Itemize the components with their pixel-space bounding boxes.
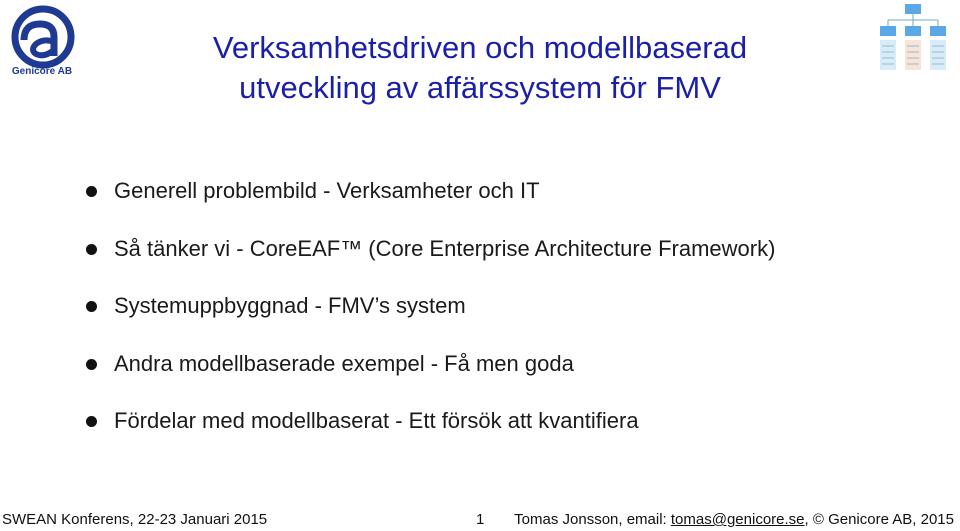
logo-company-name: Genicore AB (11, 66, 73, 77)
email-link[interactable]: tomas@genicore.se (670, 511, 805, 528)
bullet-item: Så tänker vi - CoreEAF™ (Core Enterprise Architecture Framework) (86, 231, 775, 289)
slide-title (130, 28, 830, 108)
bullet-list (86, 173, 775, 461)
footer-copyright: , © Genicore AB, 2015 (804, 511, 954, 528)
genicore-logo-icon (10, 4, 76, 70)
footer-author (514, 508, 954, 531)
page-number: 1 (476, 511, 485, 528)
bullet-item: Fördelar med modellbaserat - Ett försök att kvantifiera (86, 403, 775, 461)
bullet-dot-icon (86, 186, 97, 197)
bullet-dot-icon (86, 416, 97, 427)
bullet-dot-icon (86, 301, 97, 312)
bullet-item: Generell problembild - Verksamheter och IT (86, 173, 775, 231)
bullet-dot-icon (86, 359, 97, 370)
architecture-diagram-icon (878, 2, 948, 74)
slide-title-line-1: Verksamhetsdriven och modellbaserad (212, 30, 748, 65)
slide-footer (0, 508, 960, 531)
slide-title-line-2: utveckling av affärssystem för FMV (239, 70, 721, 105)
footer-event: SWEAN Konferens, 22-23 Januari 2015 (2, 511, 268, 528)
footer-author-prefix: Tomas Jonsson, email: (514, 511, 671, 528)
bullet-item: Systemuppbyggnad - FMV’s system (86, 288, 775, 346)
bullet-dot-icon (86, 244, 97, 255)
bullet-item: Andra modellbaserade exempel - Få men goda (86, 346, 775, 404)
